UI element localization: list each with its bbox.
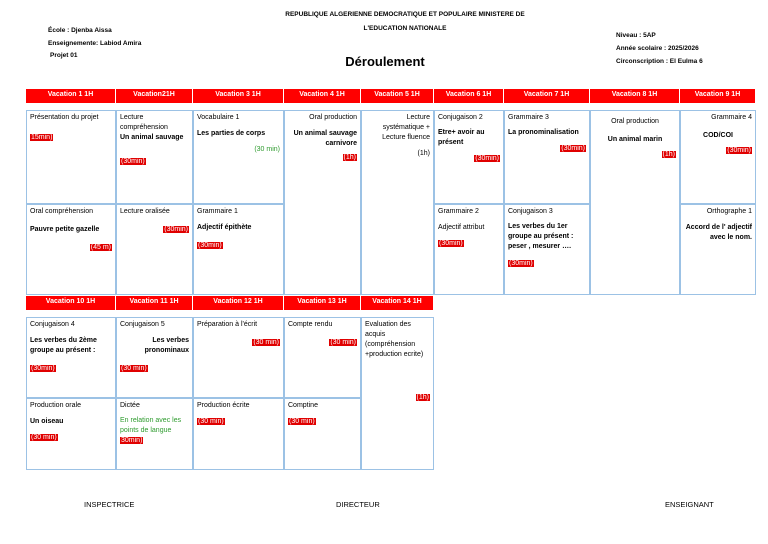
header-vacation-3: Vacation 3 1H — [193, 89, 284, 103]
v3-topic-a: Les parties de corps — [197, 130, 266, 138]
header-vacation-1: Vacation 1 1H — [26, 89, 116, 103]
header-vacation-5: Vacation 5 1H — [361, 89, 434, 103]
v12-cell-top — [193, 317, 284, 398]
v10-cell-bottom — [26, 398, 116, 470]
v9-subject-b: Orthographe 1 — [706, 208, 752, 215]
v4-subject-a: Oral production — [309, 114, 357, 121]
v1-cell-bottom — [26, 204, 116, 295]
v14-cell — [361, 317, 434, 470]
v11-cell-top — [116, 317, 193, 398]
v3-topic-b: Adjectif épithète — [197, 224, 252, 232]
v5-time-a: (1h) — [417, 150, 430, 158]
v1-cell-top — [26, 110, 116, 204]
v7-cell-top — [504, 110, 590, 204]
v11-topic-a: Les verbes pronominaux — [144, 337, 189, 355]
district-label: Circonscription : El Eulma 6 — [616, 58, 703, 65]
v3-subject-a: Vocabulaire 1 — [197, 114, 240, 121]
v3-subject-b: Grammaire 1 — [197, 208, 238, 215]
v2-subject-a: Lecture compréhension — [120, 114, 168, 132]
v11-topic-b: En relation avec les points de langue — [120, 417, 182, 435]
v11-subject-b: Dictée — [120, 402, 140, 409]
v3-cell-bottom — [193, 204, 284, 295]
v13-subject-b: Comptine — [288, 402, 318, 409]
header-vacation-4: Vacation 4 1H — [284, 89, 361, 103]
v3-time-a: (30 min) — [254, 146, 280, 154]
v2-time-b: (30min) — [164, 226, 188, 234]
signature-director: DIRECTEUR — [336, 500, 380, 509]
v2-cell-bottom — [116, 204, 193, 295]
v9-topic-a: COD/COI — [703, 132, 733, 140]
v10-topic-a: Les verbes du 2ème groupe au présent : — [30, 337, 97, 355]
v7-subject-b: Conjugaison 3 — [508, 208, 553, 215]
v12-time-b: (30 min) — [198, 418, 224, 426]
v1-time-b: (45 m) — [90, 244, 111, 252]
v8-time-a: (1h) — [662, 151, 675, 159]
v2-topic-a: Un animal sauvage — [120, 134, 184, 142]
v13-time-b: (30 min) — [289, 418, 315, 426]
v7-time-a: (30min) — [561, 145, 585, 153]
v3-time-b: (30min) — [198, 242, 222, 250]
header-vacation-9: Vacation 9 1H — [680, 89, 756, 103]
v8-subject-a: Oral production — [611, 118, 659, 125]
page-title: Déroulement — [345, 54, 425, 69]
v9-cell-top — [680, 110, 756, 204]
v10-subject-a: Conjugaison 4 — [30, 321, 75, 328]
v7-subject-a: Grammaire 3 — [508, 114, 549, 121]
v12-cell-bottom — [193, 398, 284, 470]
v13-time-a: (30 min) — [330, 339, 356, 347]
header-vacation-7: Vacation 7 1H — [504, 89, 590, 103]
v6-subject-b: Grammaire 2 — [438, 208, 479, 215]
v14-time-a: (1h) — [416, 393, 429, 401]
v5-cell — [361, 110, 434, 295]
v9-subject-a: Grammaire 4 — [711, 114, 752, 121]
v2-cell-top — [116, 110, 193, 204]
v9-topic-b: Accord de l' adjectif avec le nom. — [685, 224, 752, 242]
header-vacation-10: Vacation 10 1H — [26, 296, 116, 310]
header-vacation-6: Vacation 6 1H — [434, 89, 504, 103]
header-vacation-2: Vacation21H — [116, 89, 193, 103]
v1-subject-b: Oral compréhension — [30, 208, 94, 215]
school-year: Année scolaire : 2025/2026 — [616, 45, 699, 52]
header-vacation-11: Vacation 11 1H — [116, 296, 193, 310]
v6-topic-b: Adjectif attribut — [438, 224, 485, 232]
project-label: Projet 01 — [50, 52, 78, 59]
signature-inspector: INSPECTRICE — [84, 500, 135, 509]
v10-subject-b: Production orale — [30, 402, 81, 409]
v10-time-b: (30 min) — [31, 434, 57, 442]
v14-subject-a: Evaluation des acquis (compréhension +production ecrite) — [365, 321, 424, 359]
v12-subject-a: Préparation à l'écrit — [197, 321, 258, 328]
v4-time-a: (1h) — [343, 154, 356, 162]
v8-cell — [590, 110, 680, 295]
v13-cell-bottom — [284, 398, 361, 470]
school-name: École : Djenba Aissa — [48, 27, 112, 34]
v9-cell-bottom — [680, 204, 756, 295]
v10-time-a: (30min) — [31, 365, 55, 373]
v3-cell-top — [193, 110, 284, 204]
v6-time-a: (30min) — [475, 155, 499, 163]
v7-time-b: (30min) — [509, 259, 533, 267]
teacher-name: Enseignemente: Labiod Amira — [48, 40, 142, 47]
signature-teacher: ENSEIGNANT — [665, 500, 714, 509]
v6-cell-top — [434, 110, 504, 204]
v9-time-a: (30min) — [727, 147, 751, 155]
v10-cell-top — [26, 317, 116, 398]
header-vacation-14: Vacation 14 1H — [361, 296, 434, 310]
v4-topic-a: Un animal sauvage carnivore — [293, 130, 357, 148]
v10-topic-b: Un oiseau — [30, 418, 64, 426]
v13-subject-a: Compte rendu — [288, 321, 333, 328]
v11-time-a: (30 min) — [121, 365, 147, 373]
v1-topic-b: Pauvre petite gazelle — [30, 226, 100, 234]
v1-subject-a: Présentation du projet — [30, 114, 99, 121]
v11-cell-bottom — [116, 398, 193, 470]
header-vacation-12: Vacation 12 1H — [193, 296, 284, 310]
v7-topic-b: Les verbes du 1er groupe au présent : peser , mesurer …. — [508, 223, 574, 251]
v4-cell — [284, 110, 361, 295]
level-label: Niveau : 5AP — [616, 32, 656, 39]
header-vacation-8: Vacation 8 1H — [590, 89, 680, 103]
v7-cell-bottom — [504, 204, 590, 295]
v2-subject-b: Lecture oralisée — [120, 208, 170, 215]
v13-cell-top — [284, 317, 361, 398]
v12-subject-b: Production écrite — [197, 402, 250, 409]
v6-cell-bottom — [434, 204, 504, 295]
v6-topic-a: Etre+ avoir au présent — [438, 129, 485, 147]
v6-time-b: (30min) — [439, 240, 463, 248]
v1-time-a: 15min) — [31, 134, 53, 142]
header-vacation-13: Vacation 13 1H — [284, 296, 361, 310]
v7-topic-a: La pronominalisation — [508, 129, 579, 137]
v2-time-a: (30min) — [121, 158, 145, 166]
ministry-line-2: L'EDUCATION NATIONALE — [363, 25, 447, 32]
v6-subject-a: Conjugaison 2 — [438, 114, 483, 121]
v5-subject-a: Lecture systématique + Lecture fluence — [382, 114, 430, 142]
v11-subject-a: Conjugaison 5 — [120, 321, 165, 328]
ministry-line-1: REPUBLIQUE ALGERIENNE DEMOCRATIQUE ET POPULAIRE MINISTERE DE — [285, 11, 525, 18]
v8-topic-a: Un animal marin — [607, 136, 663, 144]
v11-time-b: 30min) — [121, 437, 143, 445]
v12-time-a: (30 min) — [253, 339, 279, 347]
